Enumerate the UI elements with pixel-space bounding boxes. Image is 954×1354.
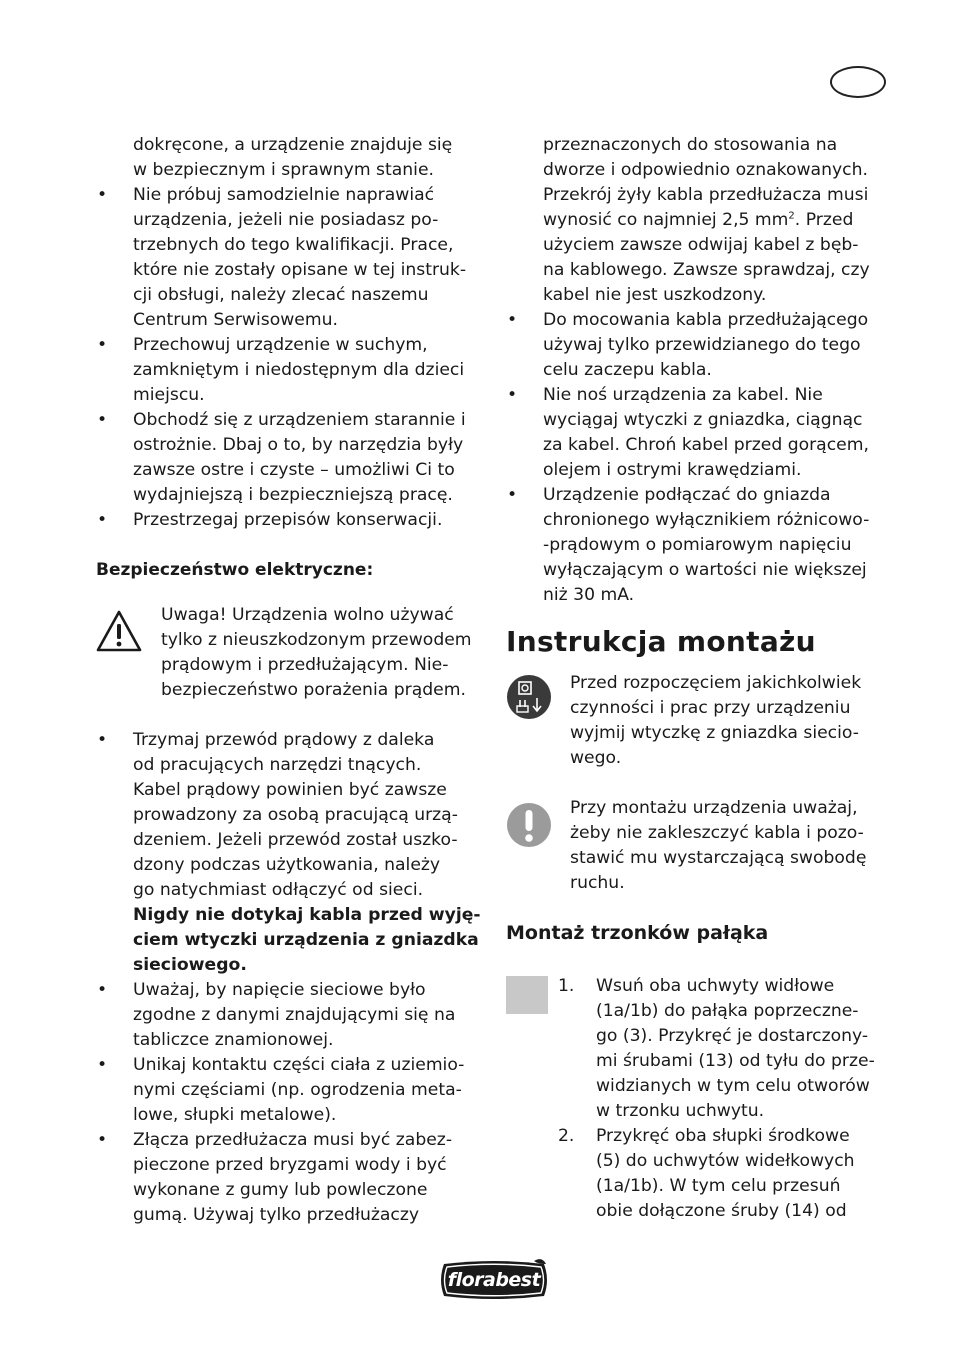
text-line: niż 30 mA.	[543, 585, 635, 605]
step-number: 2.	[558, 1126, 575, 1146]
caution-note	[506, 796, 896, 896]
text-line: celu zaczepu kabla.	[543, 360, 712, 380]
text-line: (1a/1b). W tym celu przesuń	[596, 1176, 841, 1196]
bold-text-line: ciem wtyczki urządzenia z gniazdka	[133, 930, 479, 950]
text-line: za kabel. Chroń kabel przed gorącem,	[543, 435, 869, 455]
text-line: mi śrubami (13) od tyłu do prze-	[596, 1051, 875, 1071]
text-line: go (3). Przykręć je dostarczony-	[596, 1026, 869, 1046]
text-line: zgodne z danymi znajdującymi się na	[133, 1005, 456, 1025]
text-line: Złącza przedłużacza musi być zabez-	[133, 1130, 453, 1150]
section-subheading: Bezpieczeństwo elektryczne:	[96, 560, 374, 580]
continued-paragraph	[96, 133, 486, 183]
text-line: Uwaga! Urządzenia wolno używać	[161, 605, 454, 625]
text-line: Wsuń oba uchwyty widłowe	[596, 976, 835, 996]
continued-paragraph	[506, 133, 896, 308]
text-line: trzebnych do tego kwalifikacji. Prace,	[133, 235, 454, 255]
brand-logo	[438, 1258, 550, 1302]
text-line: ostrożnie. Dbaj o to, by narzędzia były	[133, 435, 464, 455]
text-line: miejscu.	[133, 385, 205, 405]
text-line: Do mocowania kabla przedłużającego	[543, 310, 869, 330]
text-line: wyciągaj wtyczki z gniazdka, ciągnąc	[543, 410, 863, 430]
bullet: •	[507, 385, 518, 405]
list-item	[96, 978, 486, 1053]
warning-note	[96, 603, 486, 703]
list-item	[96, 408, 486, 508]
text-line: urządzenia, jeżeli nie posiadasz po-	[133, 210, 439, 230]
bullet: •	[97, 730, 108, 750]
text-line: (5) do uchwytów widełkowych	[596, 1151, 855, 1171]
text-line: olejem i ostrymi krawędziami.	[543, 460, 802, 480]
text-line: dokręcone, a urządzenie znajduje się	[133, 135, 453, 155]
bullet: •	[97, 185, 108, 205]
warning-triangle-icon	[96, 609, 142, 653]
bullet: •	[507, 310, 518, 330]
text-line: Centrum Serwisowemu.	[133, 310, 338, 330]
text-line: w bezpiecznym i sprawnym stanie.	[133, 160, 434, 180]
text-fragment: wynosić co najmniej 2,5 mm	[543, 210, 789, 230]
bullet: •	[97, 410, 108, 430]
right-column	[506, 133, 896, 1224]
text-line: które nie zostały opisane w tej instruk-	[133, 260, 467, 280]
list-item	[506, 483, 896, 608]
list-item	[96, 1128, 486, 1228]
text-line: dzeniem. Jeżeli przewód został uszko-	[133, 830, 458, 850]
text-line: dworze i odpowiednio oznakowanych.	[543, 160, 868, 180]
text-line: prądowym i przedłużającym. Nie-	[161, 655, 449, 675]
text-fragment: . Przed	[794, 210, 854, 230]
text-line: Obchodź się z urządzeniem starannie i	[133, 410, 466, 430]
text-line: (1a/1b) do pałąka poprzeczne-	[596, 1001, 859, 1021]
text-line: wydajniejszą i bezpieczniejszą pracę.	[133, 485, 453, 505]
text-line: kabel nie jest uszkodzony.	[543, 285, 767, 305]
text-line: pieczone przed bryzgami wody i być	[133, 1155, 447, 1175]
text-line: Przy montażu urządzenia uważaj,	[570, 798, 858, 818]
bullet: •	[97, 510, 108, 530]
figure-placeholder-box	[506, 976, 548, 1014]
text-line: użyciem zawsze odwijaj kabel z bęb-	[543, 235, 859, 255]
bullet: •	[97, 1130, 108, 1150]
text-line: widzianych w tym celu otworów	[596, 1076, 870, 1096]
list-item	[96, 728, 486, 978]
list-item	[96, 333, 486, 408]
text-line: Przechowuj urządzenie w suchym,	[133, 335, 428, 355]
numbered-step	[506, 974, 896, 1124]
text-line: tylko z nieuszkodzonym przewodem	[161, 630, 472, 650]
text-line: Nie próbuj samodzielnie naprawiać	[133, 185, 435, 205]
text-line: w trzonku uchwytu.	[596, 1101, 765, 1121]
text-line: używaj tylko przewidzianego do tego	[543, 335, 861, 355]
text-line: Urządzenie podłączać do gniazda	[543, 485, 831, 505]
list-item	[96, 1053, 486, 1128]
text-line: Przestrzegaj przepisów konserwacji.	[133, 510, 443, 530]
language-badge	[830, 66, 886, 98]
plug-note	[506, 671, 896, 771]
text-line: czynności i prac przy urządzeniu	[570, 698, 851, 718]
text-line: Trzymaj przewód prądowy z daleka	[133, 730, 435, 750]
text-line: Uważaj, by napięcie sieciowe było	[133, 980, 426, 1000]
bold-text-line: sieciowego.	[133, 955, 247, 975]
text-line: Kabel prądowy powinien być zawsze	[133, 780, 447, 800]
bullet: •	[97, 1055, 108, 1075]
text-line: gumą. Używaj tylko przedłużaczy	[133, 1205, 420, 1225]
bullet: •	[507, 485, 518, 505]
text-line: obie dołączone śruby (14) od	[596, 1201, 847, 1221]
text-line: Przekrój żyły kabla przedłużacza musi	[543, 185, 869, 205]
text-line: wyjmij wtyczkę z gniazdka siecio-	[570, 723, 859, 743]
text-line: cji obsługi, należy zlecać naszemu	[133, 285, 429, 305]
text-line: dzony podczas użytkowania, należy	[133, 855, 441, 875]
superscript: 2	[788, 210, 795, 222]
step-number: 1.	[558, 976, 575, 996]
text-line	[543, 208, 896, 233]
text-line: Unikaj kontaktu części ciała z uziemio-	[133, 1055, 465, 1075]
text-line: żeby nie zakleszczyć kabla i pozo-	[570, 823, 864, 843]
left-column	[96, 133, 486, 1228]
text-line: Przykręć oba słupki środkowe	[596, 1126, 850, 1146]
text-line: go natychmiast odłączyć od sieci.	[133, 880, 424, 900]
logo-text: florabest	[447, 1269, 541, 1291]
text-line: wyłączającym o wartości nie większej	[543, 560, 867, 580]
text-line: Nie noś urządzenia za kabel. Nie	[543, 385, 823, 405]
text-line: bezpieczeństwo porażenia prądem.	[161, 680, 466, 700]
bold-text-line: Nigdy nie dotykaj kabla przed wyję-	[133, 905, 481, 925]
list-item	[96, 183, 486, 333]
section-title: Instrukcja montażu	[506, 625, 816, 658]
text-line: od pracujących narzędzi tnących.	[133, 755, 422, 775]
numbered-step	[506, 1124, 896, 1224]
list-item	[96, 508, 486, 533]
text-line: zamkniętym i niedostępnym dla dzieci	[133, 360, 465, 380]
bullet: •	[97, 980, 108, 1000]
text-line: na kablowego. Zawsze sprawdzaj, czy	[543, 260, 870, 280]
list-item	[506, 308, 896, 383]
subsection-title: Montaż trzonków pałąka	[506, 922, 769, 944]
text-line: -prądowym o pomiarowym napięciu	[543, 535, 852, 555]
text-line: lowe, słupki metalowe).	[133, 1105, 337, 1125]
list-item	[506, 383, 896, 483]
text-line: zawsze ostre i czyste – umożliwi Ci to	[133, 460, 455, 480]
text-line: tabliczce znamionowej.	[133, 1030, 334, 1050]
text-line: Przed rozpoczęciem jakichkolwiek	[570, 673, 862, 693]
text-line: wykonane z gumy lub powleczone	[133, 1180, 428, 1200]
text-line: chronionego wyłącznikiem różnicowo-	[543, 510, 870, 530]
text-line: wego.	[570, 748, 622, 768]
text-line: prowadzony za osobą pracującą urzą-	[133, 805, 458, 825]
text-line: ruchu.	[570, 873, 625, 893]
unplug-icon	[506, 674, 552, 720]
bullet: •	[97, 335, 108, 355]
text-line: nymi częściami (np. ogrodzenia meta-	[133, 1080, 462, 1100]
text-line: przeznaczonych do stosowania na	[543, 135, 838, 155]
exclamation-circle-icon	[506, 802, 552, 848]
text-line: stawić mu wystarczającą swobodę	[570, 848, 867, 868]
